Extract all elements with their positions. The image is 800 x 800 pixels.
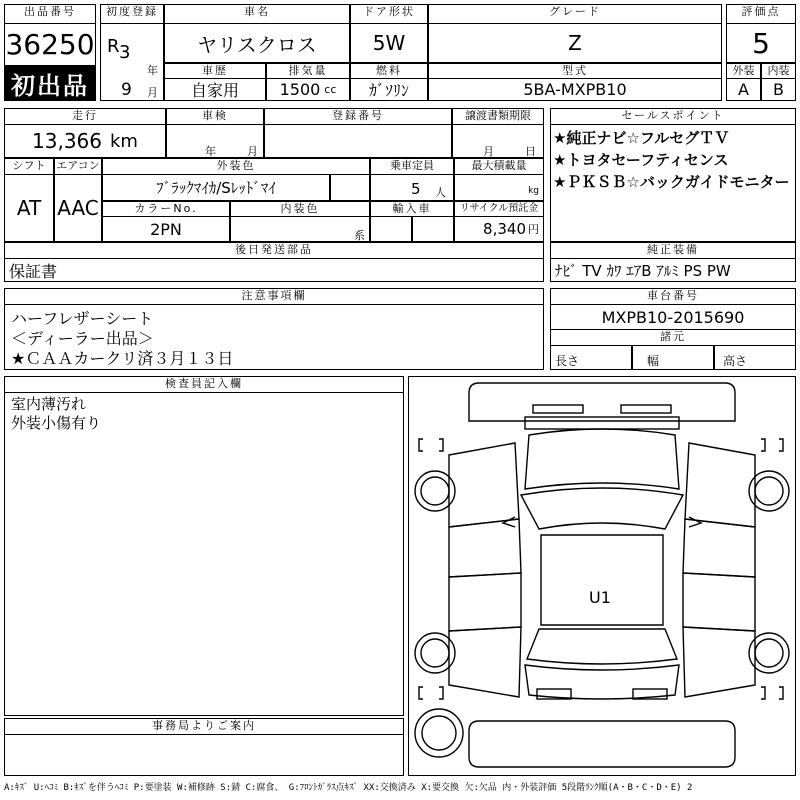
office-box: [4, 734, 404, 776]
insp-month-unit: 月: [247, 145, 258, 158]
rear-window: [527, 629, 677, 664]
capacity-box: [370, 174, 454, 201]
bracket-fr: [761, 439, 765, 451]
displacement: 1500: [279, 80, 321, 99]
cc-unit: cc: [324, 83, 337, 96]
spare-wheel: [415, 709, 463, 757]
left-rear-door: [449, 573, 521, 631]
first-reg-label: 初度登録: [100, 4, 164, 24]
exterior-grade: A: [726, 78, 761, 101]
reg-no-box: [264, 124, 452, 158]
color-no: 2PN: [102, 216, 230, 242]
door-type: 5W: [350, 23, 428, 63]
door-label: ドア形状: [350, 4, 428, 24]
year-unit: 年: [147, 64, 158, 77]
int-color-box: [230, 216, 370, 242]
lot-no-label: 出品番号: [4, 4, 96, 24]
windshield: [521, 488, 683, 529]
transfer-label: 譲渡書類期限: [452, 108, 544, 125]
model-label: 型式: [428, 63, 722, 79]
car-name-label: 車名: [164, 4, 350, 24]
parts-value: 保証書: [4, 258, 544, 282]
era: R: [107, 36, 120, 57]
notes-box: [4, 304, 544, 370]
grade-label: グレード: [428, 4, 722, 24]
score: 5: [726, 23, 796, 63]
fuel-label: 燃料: [350, 63, 428, 79]
height-label: 高さ: [723, 354, 748, 368]
displacement-label: 排気量: [266, 63, 350, 79]
shift-label: シフト: [4, 158, 54, 175]
note-line-1: ハーフレザーシート: [11, 309, 154, 328]
displacement-box: [266, 78, 350, 101]
roof: [541, 535, 663, 625]
headlight-right: [621, 405, 671, 413]
aircon: AAC: [54, 174, 102, 242]
sales-point-2: ★トヨタセーフティセンス: [553, 151, 729, 169]
grille-top: [525, 417, 679, 429]
left-front-door: [449, 519, 521, 577]
inspection-label: 車検: [166, 108, 264, 125]
model-code: 5BA-MXPB10: [428, 78, 722, 101]
first-listing-badge: 初出品: [4, 65, 96, 101]
wheel-rear-left: [415, 633, 455, 673]
color-no-label: カラーNo.: [102, 201, 230, 217]
sales-point-1: ★純正ナビ☆フルセグＴＶ: [553, 129, 730, 147]
exterior-label: 外装: [726, 63, 761, 79]
left-rear-quarter: [449, 627, 521, 697]
import-box-b: [412, 216, 454, 242]
bracket-rr: [761, 687, 765, 699]
width-box: [632, 345, 714, 370]
note-line-2: ＜ディーラー出品＞: [11, 329, 154, 348]
inspection-box: [166, 124, 264, 158]
ext-color-label: 外装色: [102, 158, 370, 175]
car-diagram: [408, 376, 796, 776]
inspector-line-2: 外装小傷有り: [11, 414, 102, 432]
mirror-left: [503, 517, 515, 527]
office-label: 事務局よりご案内: [4, 718, 404, 735]
insp-year-unit: 年: [205, 145, 216, 158]
fuel: ｶﾞｿﾘﾝ: [350, 78, 428, 101]
rear-bumper: [469, 721, 735, 767]
parts-label: 後日発送部品: [4, 242, 544, 259]
shift: AT: [4, 174, 54, 242]
bracket-rl: [419, 687, 423, 699]
equipment-label: 純正装備: [550, 242, 796, 259]
inspector-label: 検査員記入欄: [4, 376, 404, 393]
wheel-front-left: [415, 471, 455, 511]
inspector-box: [4, 392, 404, 716]
mileage: 13,366: [32, 129, 102, 153]
right-rear-quarter: [683, 627, 755, 697]
interior-label: 内装: [761, 63, 796, 79]
capacity-label: 乗車定員: [370, 158, 454, 175]
int-color-label: 内装色: [230, 201, 370, 217]
transfer-box: [452, 124, 544, 158]
payload-label: 最大積載量: [454, 158, 544, 175]
grade: Z: [428, 23, 722, 63]
payload-unit: kg: [528, 186, 539, 196]
hood: [525, 429, 679, 489]
capacity: 5: [411, 180, 421, 198]
right-rear-door: [683, 573, 755, 631]
right-front-door: [683, 519, 755, 577]
transfer-month-unit: 月: [483, 145, 494, 158]
front-bumper-top: [469, 383, 735, 421]
mileage-box: [4, 124, 166, 158]
width-label: 幅: [647, 354, 660, 368]
headlight-left: [533, 405, 583, 413]
interior-grade: B: [761, 78, 796, 101]
history-label: 車歴: [164, 63, 266, 79]
wheel-rear-right: [749, 633, 789, 673]
mileage-label: 走行: [4, 108, 166, 125]
import-label: 輸入車: [370, 201, 454, 217]
transfer-day-unit: 日: [525, 145, 536, 158]
lot-no: 36250: [4, 23, 96, 66]
right-front-fender: [685, 443, 755, 527]
damage-mark: U1: [589, 588, 611, 607]
length-label: 長さ: [555, 354, 580, 368]
ext-color: ﾌﾞﾗｯｸﾏｲｶ/Sﾚｯﾄﾞﾏｲ: [102, 174, 330, 201]
equipment-value: ﾅﾋﾞ TV ｶﾜ ｴｱB ｱﾙﾐ PS PW: [550, 258, 796, 282]
mirror-right: [689, 517, 701, 527]
int-color-unit: 系: [354, 229, 365, 242]
dims-label: 諸元: [550, 329, 796, 346]
score-label: 評価点: [726, 4, 796, 24]
recycle-box: [454, 216, 544, 242]
wheel-front-right: [749, 471, 789, 511]
aircon-label: エアコン: [54, 158, 102, 175]
car-name: ヤリスクロス: [164, 23, 350, 63]
sales-points: [550, 124, 796, 242]
reg-month: 9: [121, 80, 132, 100]
yen-unit: 円: [528, 223, 539, 236]
recycle-label: リサイクル預託金: [454, 201, 544, 217]
chassis-no: MXPB10-2015690: [550, 304, 796, 330]
capacity-unit: 人: [435, 186, 446, 199]
sales-point-3: ★ＰＫＳＢ☆バックガイドモニター: [553, 173, 790, 191]
first-reg-box: [100, 23, 164, 101]
trunk: [525, 665, 679, 699]
history: 自家用: [164, 78, 266, 101]
length-box: [550, 345, 632, 370]
payload-box: [454, 174, 544, 201]
bracket-fl: [419, 439, 423, 451]
chassis-label: 車台番号: [550, 288, 796, 305]
reg-no-label: 登録番号: [264, 108, 452, 125]
legend: A:ｷｽﾞ U:ﾍｺﾐ B:ｷｽﾞを伴うﾍｺﾐ P:要塗装 W:補修跡 S:錆 C:腐食、 G:ﾌﾛﾝﾄｶﾞﾗｽ点ｷｽﾞ XX:交換済み X:要交換 欠:欠品 内・外装評価 5段階ﾗﾝｸ順(A・B・C・D・E) 2: [4, 783, 693, 793]
car-diagram-svg: [409, 377, 795, 775]
height-box: [714, 345, 796, 370]
inspector-line-1: 室内薄汚れ: [11, 395, 87, 413]
reg-year: 3: [119, 42, 131, 63]
left-front-fender: [449, 443, 519, 527]
notes-label: 注意事項欄: [4, 288, 544, 305]
note-line-3: ★ＣＡＡカークリ済３月１３日: [11, 349, 234, 368]
import-box-a: [370, 216, 412, 242]
recycle-fee: 8,340: [483, 220, 526, 238]
sales-label: セールスポイント: [550, 108, 796, 125]
month-unit: 月: [147, 86, 158, 99]
ext-color-extra: [330, 174, 370, 201]
km-unit: km: [110, 130, 138, 152]
